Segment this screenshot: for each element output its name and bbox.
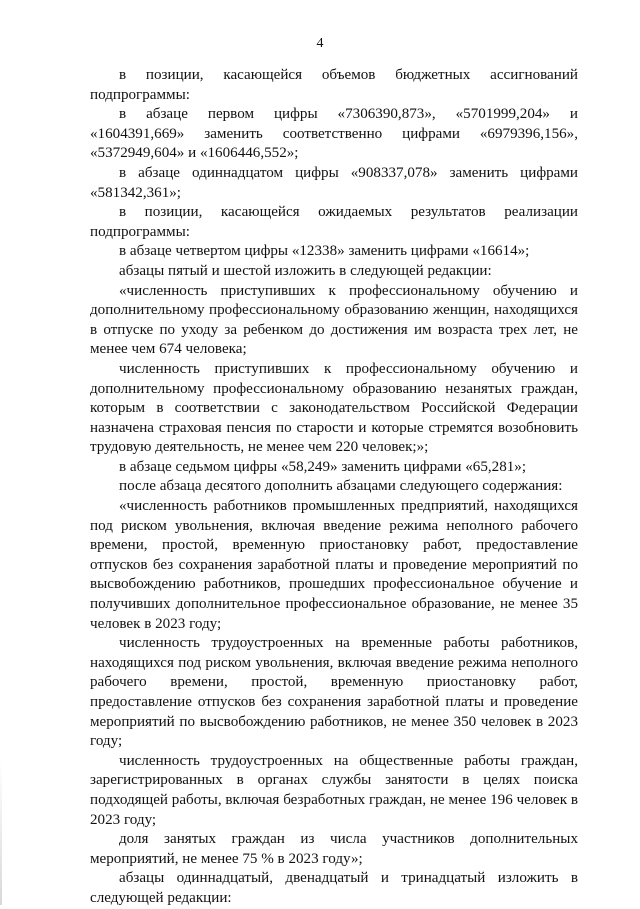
- paragraph-industrial-workers: «численность работников промышленных предприятий, находящихся под риском увольнения, включая введение режима неполного рабочего времени, простой, временную приостановку работ, предоставление отпусков без сохранения заработной платы и проведение мероприятий по высвобождению работников, прошедших профессиональное обучение и получивших дополнительное профессиональное образование, не менее 35 человек в 2023 году;: [90, 498, 578, 632]
- paragraph-after-tenth-abzac-intro: после абзаца десятого дополнить абзацами следующего содержания:: [119, 478, 563, 495]
- paragraph-pensioners-training: численность приступивших к профессиональному обучению и дополнительному профессиональному образованию незанятых граждан, которым в соответствии с законодательством Российской Федерации назначена страховая пенсия по старости и которые стремятся возобновить трудовую деятельность, не менее чем 220 человек;»;: [90, 360, 578, 456]
- paragraph-first-abzac-figures: в абзаце первом цифры «7306390,873», «5701999,204» и «1604391,669» заменить соответственно цифрами «6979396,156», «5372949,604» и «1606446,552»;: [90, 106, 578, 162]
- paragraph-public-works: численность трудоустроенных на общественные работы граждан, зарегистрированных в органах службы занятости в целях поиска подходящей работы, включая безработных граждан, не менее 196 человек в 2023 году;: [90, 752, 578, 828]
- paragraph-temporary-jobs: численность трудоустроенных на временные работы работников, находящихся под риском увольнения, включая введение режима неполного рабочего времени, простой, временную приостановку работ, предоставление отпусков без сохранения заработной платы и проведение мероприятий по высвобождению работников, не менее 350 человек в 2023 году;: [90, 635, 578, 750]
- paragraph-budget-position: в позиции, касающейся объемов бюджетных ассигнований подпрограммы:: [90, 67, 578, 103]
- paragraph-eleventh-thirteenth-intro: абзацы одиннадцатый, двенадцатый и тринадцатый изложить в следующей редакции:: [90, 870, 578, 906]
- document-body: [90, 66, 578, 909]
- scan-edge-shadow: [0, 760, 2, 905]
- paragraph-eleventh-abzac-figures: в абзаце одиннадцатом цифры «908337,078» заменить цифрами «581342,361»;: [90, 164, 578, 201]
- paragraph-seventh-abzac-figures: в абзаце седьмом цифры «58,249» заменить цифрами «65,281»;: [119, 458, 527, 475]
- paragraph-expected-results-position: в позиции, касающейся ожидаемых результатов реализации подпрограммы:: [90, 204, 578, 240]
- paragraph-fifth-sixth-abzac-intro: абзацы пятый и шестой изложить в следующей редакции:: [119, 262, 492, 279]
- paragraph-fourth-abzac-figures: в абзаце четвертом цифры «12338» заменить цифрами «16614»;: [119, 243, 530, 260]
- page-number: 4: [316, 36, 324, 51]
- paragraph-women-training: «численность приступивших к профессиональному обучению и дополнительному профессиональному образованию женщин, находящихся в отпуске по уходу за ребенком до достижения им возраста трех лет, не менее чем 674 человека;: [90, 282, 578, 358]
- paragraph-employed-share: доля занятых граждан из числа участников дополнительных мероприятий, не менее 75 % в 2023 году»;: [90, 831, 578, 867]
